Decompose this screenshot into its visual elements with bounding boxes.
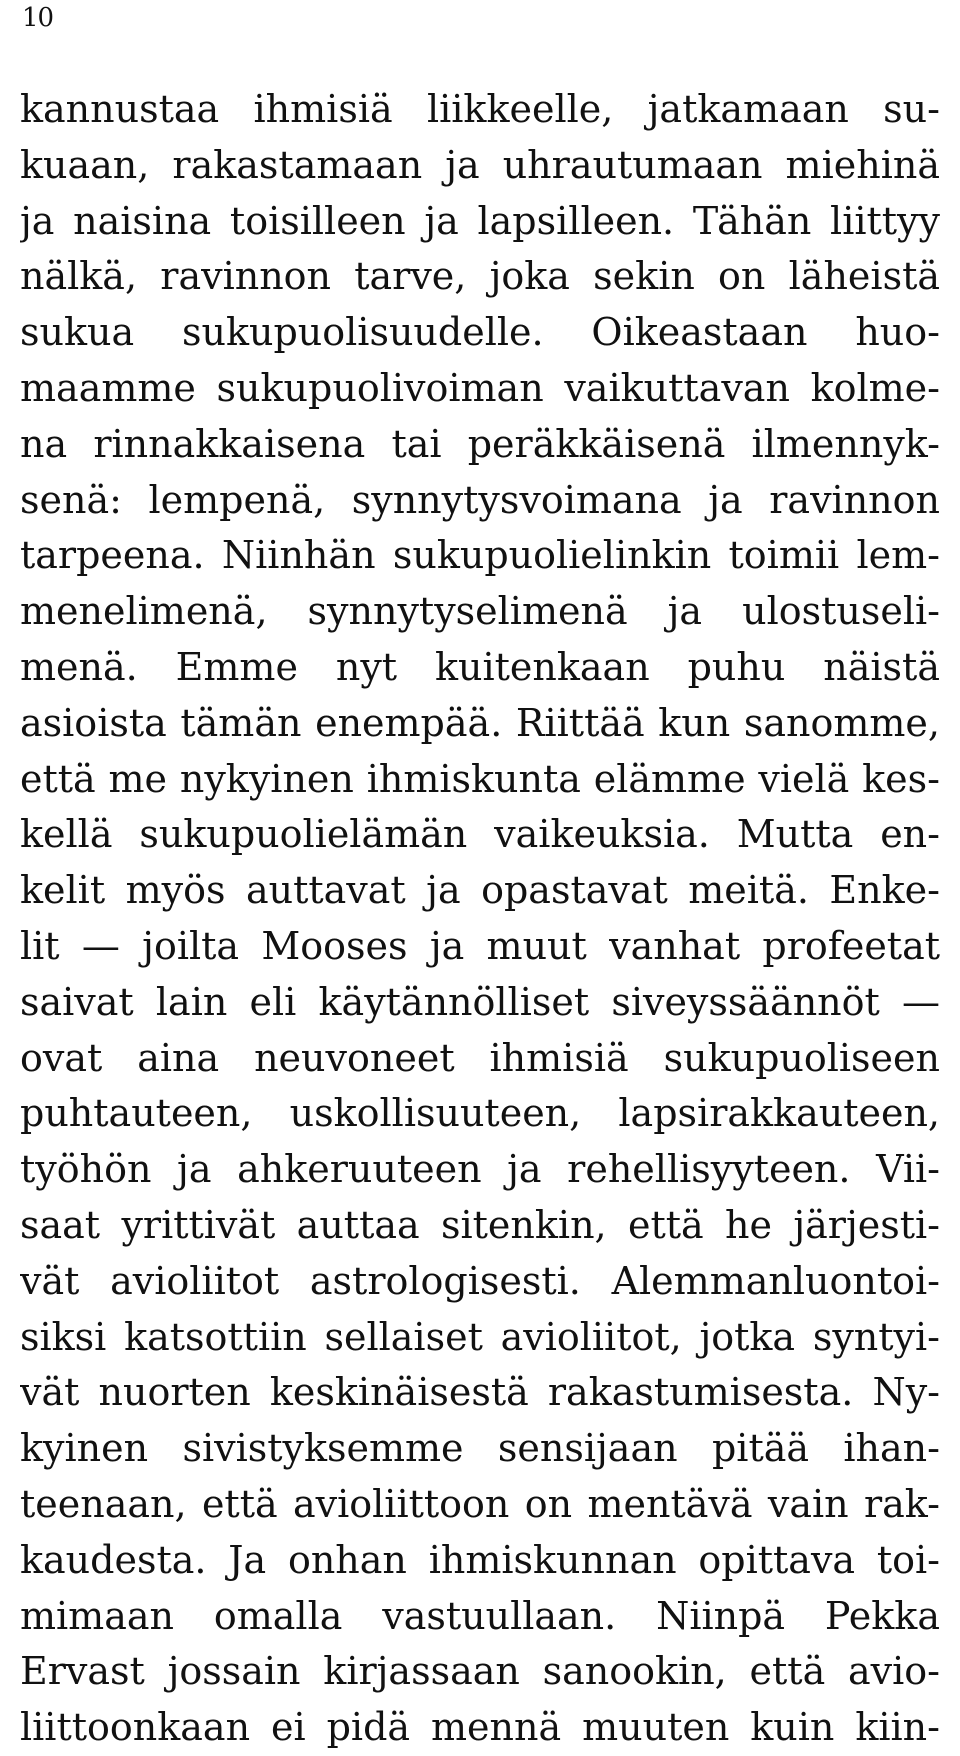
text-line: kannustaa ihmisiä liikkeelle, jatkamaan su- (20, 87, 940, 131)
text-line: liittoonkaan ei pidä mennä muuten kuin kiin- (20, 1705, 940, 1750)
text-line: vät nuorten keskinäisestä rakastumisesta. Ny- (20, 1370, 940, 1415)
text-line: että me nykyinen ihmiskunta elämme vielä kes- (20, 756, 940, 801)
text-line: menelimenä, synnytyselimenä ja ulostuseli- (20, 589, 940, 634)
text-line: ovat aina neuvoneet ihmisiä sukupuoliseen (20, 1035, 940, 1080)
text-line: na rinnakkaisena tai peräkkäisenä ilmennyk- (20, 421, 940, 466)
text-line: työhön ja ahkeruuteen ja rehellisyyteen. Vii- (20, 1147, 940, 1192)
text-line: senä: lempenä, synnytysvoimana ja ravinnon (20, 477, 940, 522)
text-line: siksi katsottiin sellaiset avioliitot, jotka syntyi- (20, 1314, 940, 1359)
text-line: ja naisina toisilleen ja lapsilleen. Tähän liittyy (20, 198, 940, 243)
text-line: Ervast jossain kirjassaan sanookin, että avio- (20, 1649, 940, 1694)
text-line: kelit myös auttavat ja opastavat meitä. Enke- (20, 868, 940, 913)
text-line: nälkä, ravinnon tarve, joka sekin on läheistä (20, 254, 940, 299)
text-line: puhtauteen, uskollisuuteen, lapsirakkauteen, (20, 1091, 940, 1136)
text-line: vät avioliitot astrologisesti. Alemmanluontoi- (20, 1258, 940, 1303)
text-line: mimaan omalla vastuullaan. Niinpä Pekka (20, 1593, 940, 1638)
text-line: maamme sukupuolivoiman vaikuttavan kolme- (20, 365, 940, 410)
text-line: kyinen sivistyksemme sensijaan pitää ihan- (20, 1426, 940, 1471)
text-line: saivat lain eli käytännölliset siveyssäännöt — (20, 979, 940, 1024)
text-line: tarpeena. Niinhän sukupuolielinkin toimii lem- (20, 533, 940, 578)
text-line: kuaan, rakastamaan ja uhrautumaan miehinä (20, 142, 940, 187)
page-number: 10 (22, 3, 54, 33)
text-line: menä. Emme nyt kuitenkaan puhu näistä (20, 644, 940, 689)
text-line: saat yrittivät auttaa sitenkin, että he järjesti- (20, 1202, 940, 1247)
body-text (20, 82, 940, 1756)
text-line: sukua sukupuolisuudelle. Oikeastaan huo- (20, 310, 940, 355)
text-line: asioista tämän enempää. Riittää kun sanomme, (20, 700, 940, 745)
text-line: kaudesta. Ja onhan ihmiskunnan opittava toi- (20, 1537, 940, 1582)
text-line: teenaan, että avioliittoon on mentävä vain rak- (20, 1481, 940, 1526)
text-line: lit — joilta Mooses ja muut vanhat profeetat (20, 923, 940, 968)
text-line: kellä sukupuolielämän vaikeuksia. Mutta en- (20, 812, 940, 857)
